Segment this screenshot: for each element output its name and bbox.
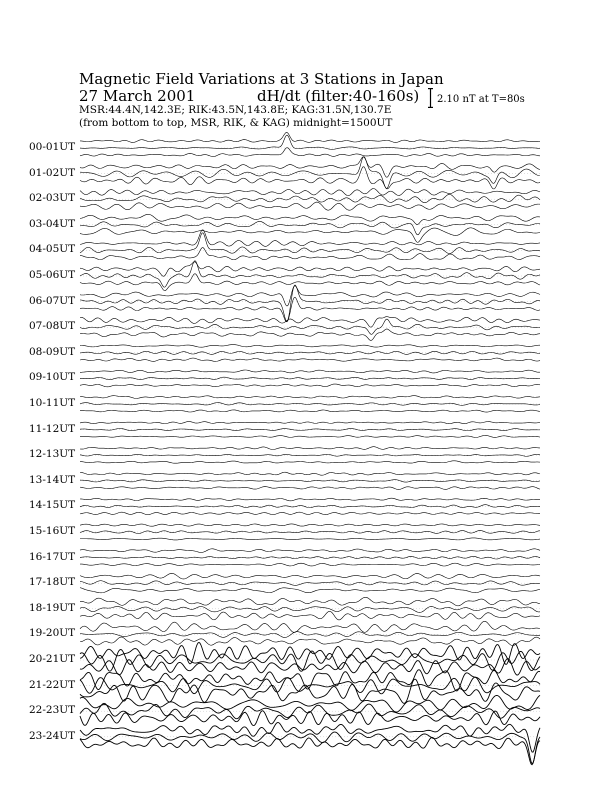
trace-rik (80, 581, 540, 586)
hour-label: 04-05UT (29, 243, 76, 256)
trace-msr (80, 487, 540, 490)
quantity-label: dH/dt (filter:40-160s) (257, 87, 420, 105)
hour-label: 12-13UT (29, 448, 76, 461)
hour-label: 08-09UT (29, 345, 76, 358)
hour-label: 18-19UT (29, 601, 76, 614)
trace-kag (80, 396, 540, 399)
trace-kag (80, 132, 540, 142)
trace-rik (80, 428, 540, 430)
date-label: 27 March 2001 (79, 87, 196, 105)
trace-kag (80, 621, 540, 632)
trace-kag (80, 447, 540, 450)
trace-msr (80, 435, 540, 437)
trace-msr (80, 148, 540, 157)
trace-msr (80, 167, 540, 189)
trace-msr (80, 358, 540, 361)
trace-msr (80, 461, 540, 463)
hour-label: 13-14UT (29, 473, 76, 486)
hour-label: 03-04UT (29, 217, 76, 230)
hour-label: 09-10UT (29, 371, 76, 384)
trace-msr (80, 274, 540, 291)
hour-label: 19-20UT (29, 627, 76, 640)
trace-msr (80, 637, 540, 646)
station-coordinates: MSR:44.4N,142.3E; RIK:43.5N,143.8E; KAG:31.5N,130.7E (79, 104, 392, 116)
hour-label: 01-02UT (29, 166, 76, 179)
hour-label: 21-22UT (29, 678, 76, 691)
trace-rik (80, 194, 540, 202)
trace-rik (80, 606, 540, 612)
hour-label: 15-16UT (29, 525, 76, 537)
trace-rik (80, 157, 540, 189)
trace-kag (80, 670, 540, 691)
hour-label: 22-23UT (29, 704, 76, 717)
trace-order-note: (from bottom to top, MSR, RIK, & KAG) midnight=1500UT (79, 117, 393, 129)
chart-title: Magnetic Field Variations at 3 Stations in Japan (79, 70, 444, 88)
trace-msr (80, 711, 540, 726)
trace-kag (80, 370, 540, 373)
trace-kag (80, 573, 540, 579)
hour-label: 16-17UT (29, 550, 76, 563)
trace-msr (80, 659, 540, 675)
trace-msr (80, 512, 540, 515)
trace-rik (80, 319, 540, 334)
hour-label: 23-24UT (29, 729, 76, 742)
trace-kag (80, 524, 540, 526)
trace-msr (80, 329, 540, 340)
trace-kag (80, 597, 540, 606)
trace-msr (80, 202, 540, 210)
trace-rik (80, 505, 540, 508)
trace-kag (80, 286, 540, 306)
hour-label: 07-08UT (29, 320, 76, 333)
scale-label: 2.10 nT at T=80s (437, 94, 525, 105)
trace-msr (80, 588, 540, 593)
hour-label: 06-07UT (29, 294, 76, 307)
trace-msr (80, 563, 540, 566)
hour-label: 10-11UT (29, 397, 76, 409)
trace-msr (80, 248, 540, 260)
trace-msr (80, 538, 540, 540)
hour-label: 17-18UT (29, 576, 76, 589)
trace-rik (80, 285, 540, 321)
trace-kag (80, 498, 540, 501)
trace-msr (80, 410, 540, 412)
trace-msr (80, 384, 540, 387)
trace-kag (80, 472, 540, 475)
trace-msr (80, 679, 540, 703)
trace-rik (80, 403, 540, 406)
trace-kag (80, 317, 540, 328)
trace-kag (80, 422, 540, 424)
trace-kag (80, 214, 540, 224)
trace-kag (80, 642, 540, 664)
hour-label: 02-03UT (29, 192, 76, 205)
trace-kag (80, 157, 540, 177)
trace-msr (80, 737, 540, 764)
trace-kag (80, 189, 540, 196)
trace-msr (80, 297, 540, 322)
hour-label: 14-15UT (29, 499, 76, 512)
hour-label: 05-06UT (29, 269, 76, 281)
hour-label: 20-21UT (29, 653, 76, 665)
hour-label: 11-12UT (29, 422, 76, 435)
trace-kag (80, 549, 540, 553)
trace-msr (80, 611, 540, 620)
trace-kag (80, 345, 540, 348)
hour-label: 00-01UT (29, 141, 76, 153)
trace-msr (80, 228, 540, 242)
